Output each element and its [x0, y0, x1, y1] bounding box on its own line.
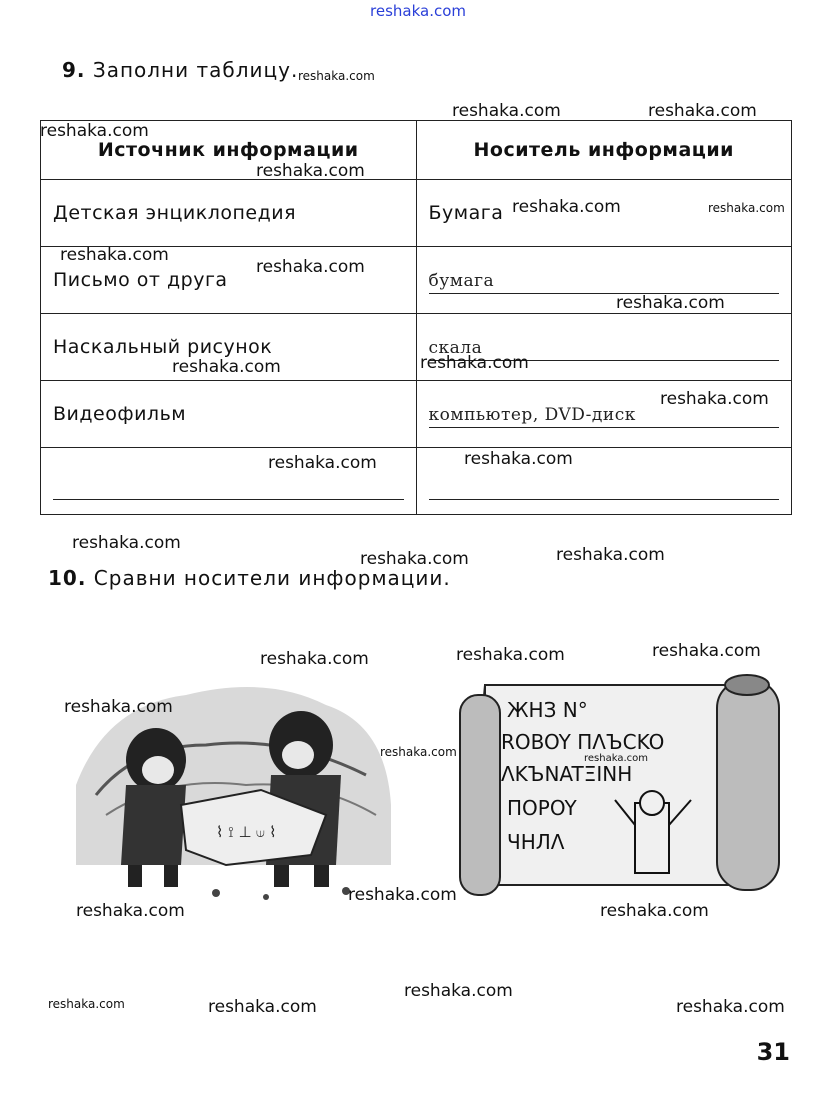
watermark: reshaka.com: [48, 997, 125, 1011]
watermark: reshaka.com: [452, 101, 561, 121]
answer-carrier: скала: [429, 338, 780, 361]
column-header-carrier: Носитель информации: [416, 121, 792, 180]
answer-carrier: бумага: [429, 271, 780, 294]
blank-line: [53, 477, 404, 500]
watermark: reshaka.com: [584, 753, 648, 764]
cell-carrier: Бумага: [416, 180, 792, 247]
watermark: reshaka.com: [616, 293, 725, 313]
watermark: reshaka.com: [380, 745, 457, 759]
cell-source: Видеофильм: [41, 381, 417, 448]
watermark: reshaka.com: [708, 201, 785, 215]
column-header-source: Источник информации: [41, 121, 417, 180]
watermark: reshaka.com: [556, 545, 665, 565]
watermark: reshaka.com: [76, 901, 185, 921]
watermark: reshaka.com: [600, 901, 709, 921]
watermark: reshaka.com: [256, 161, 365, 181]
watermark: reshaka.com: [676, 997, 785, 1017]
cell-source: Наскальный рисунок: [41, 314, 417, 381]
watermark: reshaka.com: [260, 649, 369, 669]
watermark: reshaka.com: [40, 121, 149, 141]
table-header-row: [41, 121, 792, 180]
task-9-number: 9.: [62, 58, 86, 82]
watermark: reshaka.com: [298, 69, 375, 83]
task-10-number: 10.: [48, 566, 87, 590]
answer-carrier: компьютер, DVD-диск: [429, 405, 780, 428]
scroll-line: ROBOY ПΛЪCKO: [501, 730, 665, 754]
watermark: reshaka.com: [60, 245, 169, 265]
watermark: reshaka.com: [512, 197, 621, 217]
scroll-illustration: [455, 665, 790, 905]
page-number: 31: [756, 1038, 790, 1066]
table-row: [41, 314, 792, 381]
watermark: reshaka.com: [72, 533, 181, 553]
watermark: reshaka.com: [404, 981, 513, 1001]
watermark: reshaka.com: [648, 101, 757, 121]
watermark: reshaka.com: [348, 885, 457, 905]
watermark: reshaka.com: [172, 357, 281, 377]
cell-carrier: [416, 247, 792, 314]
cell-source: Письмо от друга: [41, 247, 417, 314]
watermark: reshaka.com: [652, 641, 761, 661]
task-10-title: [48, 566, 451, 590]
watermark: reshaka.com: [208, 997, 317, 1017]
watermark: reshaka.com: [456, 645, 565, 665]
scroll-line: ΠOPOY: [507, 796, 577, 820]
watermark: reshaka.com: [256, 257, 365, 277]
table-row: [41, 180, 792, 247]
scroll-line: ΛKЪNATΞINH: [501, 762, 633, 786]
task-10-text: Сравни носители информации.: [93, 566, 451, 590]
watermark: reshaka.com: [464, 449, 573, 469]
scroll-line: ЧНЛΛ: [507, 830, 565, 854]
watermark: reshaka.com: [370, 2, 466, 20]
tablet-marks: ⌇ ⟟ ⊥ ⟒ ⌇: [216, 823, 277, 841]
watermark: reshaka.com: [64, 697, 173, 717]
cell-source: Детская энциклопедия: [41, 180, 417, 247]
watermark: reshaka.com: [420, 353, 529, 373]
task-9-title: [62, 58, 298, 82]
info-table: [40, 120, 792, 515]
watermark: reshaka.com: [660, 389, 769, 409]
watermark: reshaka.com: [360, 549, 469, 569]
task-9-text: Заполни таблицу.: [92, 58, 299, 82]
watermark: reshaka.com: [268, 453, 377, 473]
scroll-line: ЖНЗ N°: [507, 698, 588, 722]
blank-line: [429, 477, 780, 500]
table-row: [41, 448, 792, 515]
